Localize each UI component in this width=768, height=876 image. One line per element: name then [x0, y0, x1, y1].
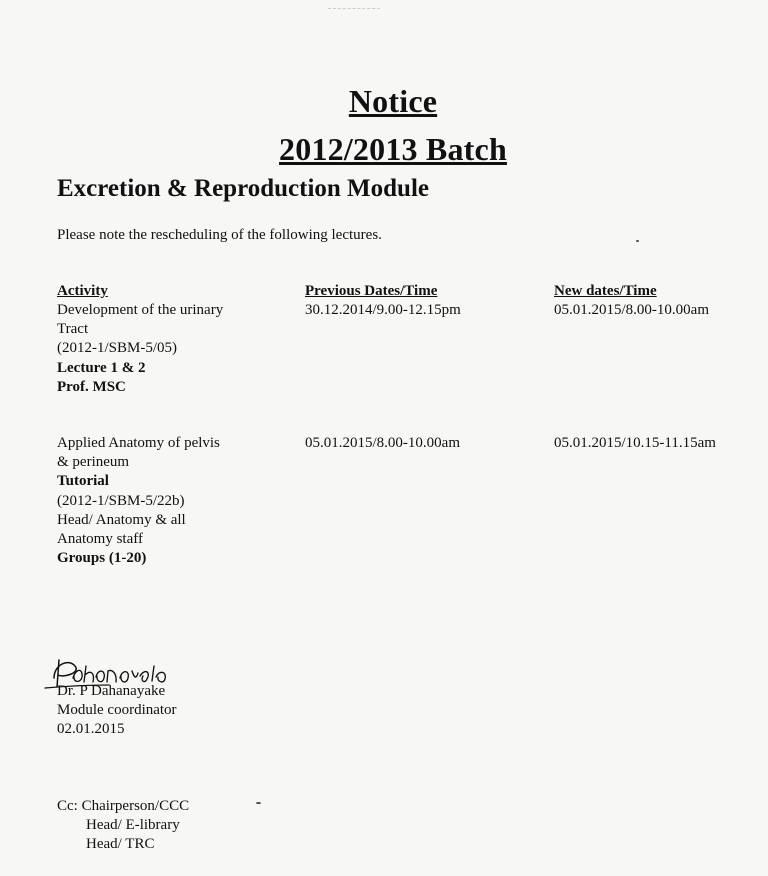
new-date-cell: 05.01.2015/10.15-11.15am: [554, 435, 716, 451]
scan-speck: [256, 802, 261, 804]
activity-code: (2012-1/SBM-5/22b): [57, 492, 185, 509]
notice-title: Notice: [348, 83, 438, 120]
groups-label: Groups (1-20): [57, 550, 147, 567]
coordinator-role: Module coordinator: [57, 702, 177, 718]
lecturer-label: Prof. MSC: [57, 378, 126, 395]
cc-label: Cc:: [57, 798, 78, 814]
activity-cell: [57, 434, 287, 568]
activity-line: & perineum: [57, 454, 130, 471]
rescheduling-note: Please note the rescheduling of the following lectures.: [57, 227, 382, 243]
cc-recipient: Head/ E-library: [86, 817, 180, 833]
batch-title: 2012/2013 Batch: [279, 130, 507, 167]
cc-first-line: [57, 797, 189, 816]
activity-code: (2012-1/SBM-5/05): [57, 340, 177, 357]
activity-cell: [57, 301, 287, 397]
scan-mark: [328, 8, 380, 11]
previous-date-cell: 05.01.2015/8.00-10.00am: [305, 435, 460, 451]
activity-line: Applied Anatomy of pelvis: [57, 435, 220, 451]
cc-recipient: Head/ TRC: [86, 836, 155, 852]
new-date-cell: 05.01.2015/8.00-10.00am: [554, 302, 709, 318]
cc-recipient: Chairperson/CCC: [81, 798, 190, 814]
cc-list: [57, 797, 189, 854]
previous-dates-column-header: Previous Dates/Time: [305, 283, 438, 299]
scan-speck: [636, 240, 639, 242]
signature-block: [57, 682, 177, 739]
module-heading: Excretion & Reproduction Module: [57, 175, 429, 202]
lecture-label: Lecture 1 & 2: [57, 359, 146, 376]
new-dates-column-header: New dates/Time: [554, 283, 657, 299]
activity-column-header: Activity: [57, 283, 108, 299]
coordinator-name: Dr. P Dahanayake: [57, 683, 166, 699]
activity-line: Tract: [57, 321, 89, 338]
activity-line: Development of the urinary: [57, 302, 224, 318]
staff-line: Head/ Anatomy & all: [57, 511, 186, 528]
session-type-label: Tutorial: [57, 473, 109, 490]
previous-date-cell: 30.12.2014/9.00-12.15pm: [305, 302, 461, 318]
signature-date: 02.01.2015: [57, 721, 125, 737]
staff-line: Anatomy staff: [57, 531, 143, 548]
